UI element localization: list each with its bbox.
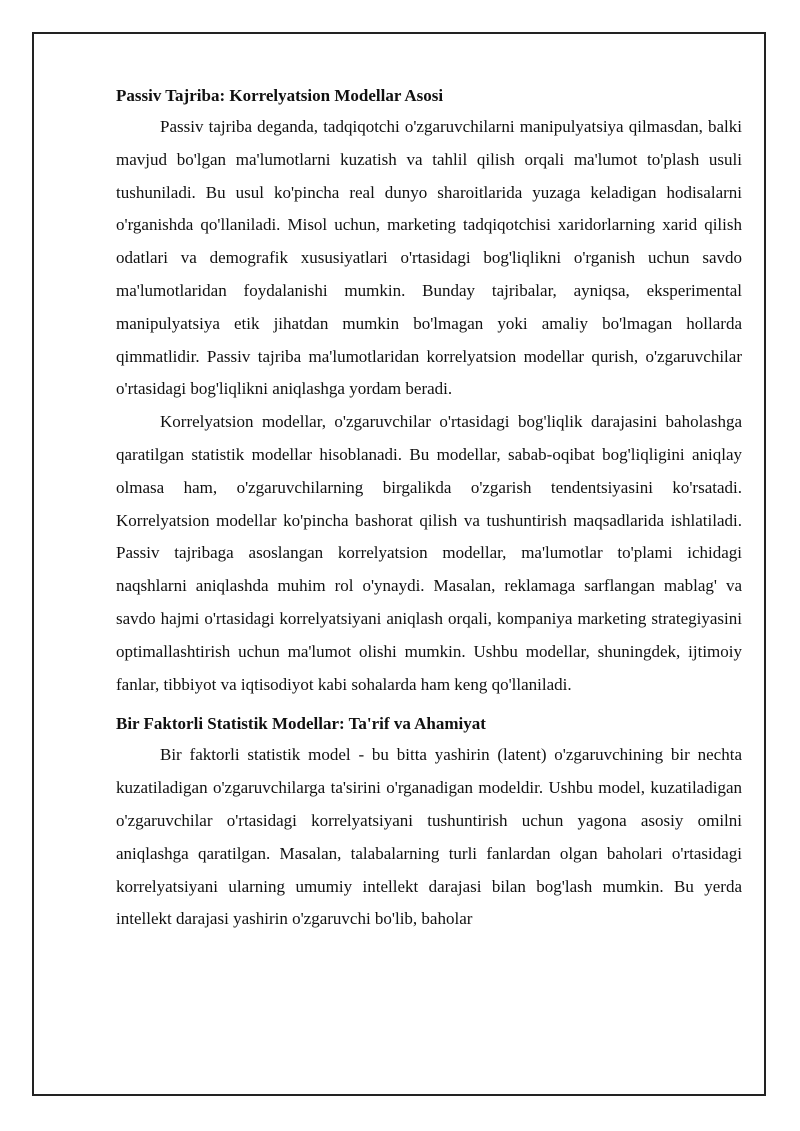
section-heading-single-factor-models: Bir Faktorli Statistik Modellar: Ta'rif va Ahamiyat (116, 714, 486, 734)
section-heading-passive-experiment: Passiv Tajriba: Korrelyatsion Modellar Asosi (116, 86, 444, 105)
paragraph: Passiv tajriba deganda, tadqiqotchi o'zgaruvchilarni manipulyatsiya qilmasdan, balki mavjud bo'lgan ma'lumotlarni kuzatish va tahlil qilish orqali ma'lumot to'plash usuli tushuniladi. Bu usul ko'pincha real dunyo sharoitlarida yuzaga keladigan hodisalarni o'rganishda qo'llaniladi. Misol uchun, marketing tadqiqotchisi xaridorlarning xarid qilish odatlari va demografik xususiyatlari o'rtasidagi bog'liqlikni o'rganish uchun savdo ma'lumotlaridan foydalanishi mumkin. Bunday tajribalar, ayniqsa, eksperimental manipulyatsiya etik jihatdan mumkin bo'lmagan yoki amaliy bo'lmagan hollarda qimmatlidir. Passiv tajriba ma'lumotlaridan korrelyatsion modellar qurish, o'zgaruvchilar o'rtasidagi bog'liqlikni aniqlashga yordam beradi. (116, 117, 742, 399)
paragraph: Bir faktorli statistik model - bu bitta yashirin (latent) o'zgaruvchining bir nechta kuzatiladigan o'zgaruvchilarga ta'sirini o'rganadigan modeldir. Ushbu model, kuzatiladigan o'zgaruvchilar o'rtasidagi korrelyatsiyani tushuntirish uchun yagona asosiy omilni aniqlashga qaratilgan. Masalan, talabalarning turli fanlardan olgan baholari o'rtasidagi korrelyatsiyani ularning umumiy intellekt darajasi bilan bog'lash mumkin. Bu yerda intellekt darajasi yashirin o'zgaruvchi bo'lib, baholar (116, 745, 742, 929)
paragraph: Korrelyatsion modellar, o'zgaruvchilar o'rtasidagi bog'liqlik darajasini baholashga qaratilgan statistik modellar hisoblanadi. Bu modellar, sabab-oqibat bog'liqligini aniqlay olmasa ham, o'zgaruvchilarning birgalikda o'zgarish tendentsiyasini ko'rsatadi. Korrelyatsion modellar ko'pincha bashorat qilish va tushuntirish maqsadlarida ishlatiladi. Passiv tajribaga asoslangan korrelyatsion modellar, ma'lumotlar to'plami ichidagi naqshlarni aniqlashda muhim rol o'ynaydi. Masalan, reklamaga sarflangan mablag' va savdo hajmi o'rtasidagi korrelyatsiyani aniqlash orqali, kompaniya marketing strategiyasini optimallashtirish uchun ma'lumot olishi mumkin. Ushbu modellar, shuningdek, ijtimoiy fanlar, tibbiyot va iqtisodiyot kabi sohalarda ham keng qo'llaniladi. (116, 412, 742, 694)
document-body (116, 82, 742, 936)
